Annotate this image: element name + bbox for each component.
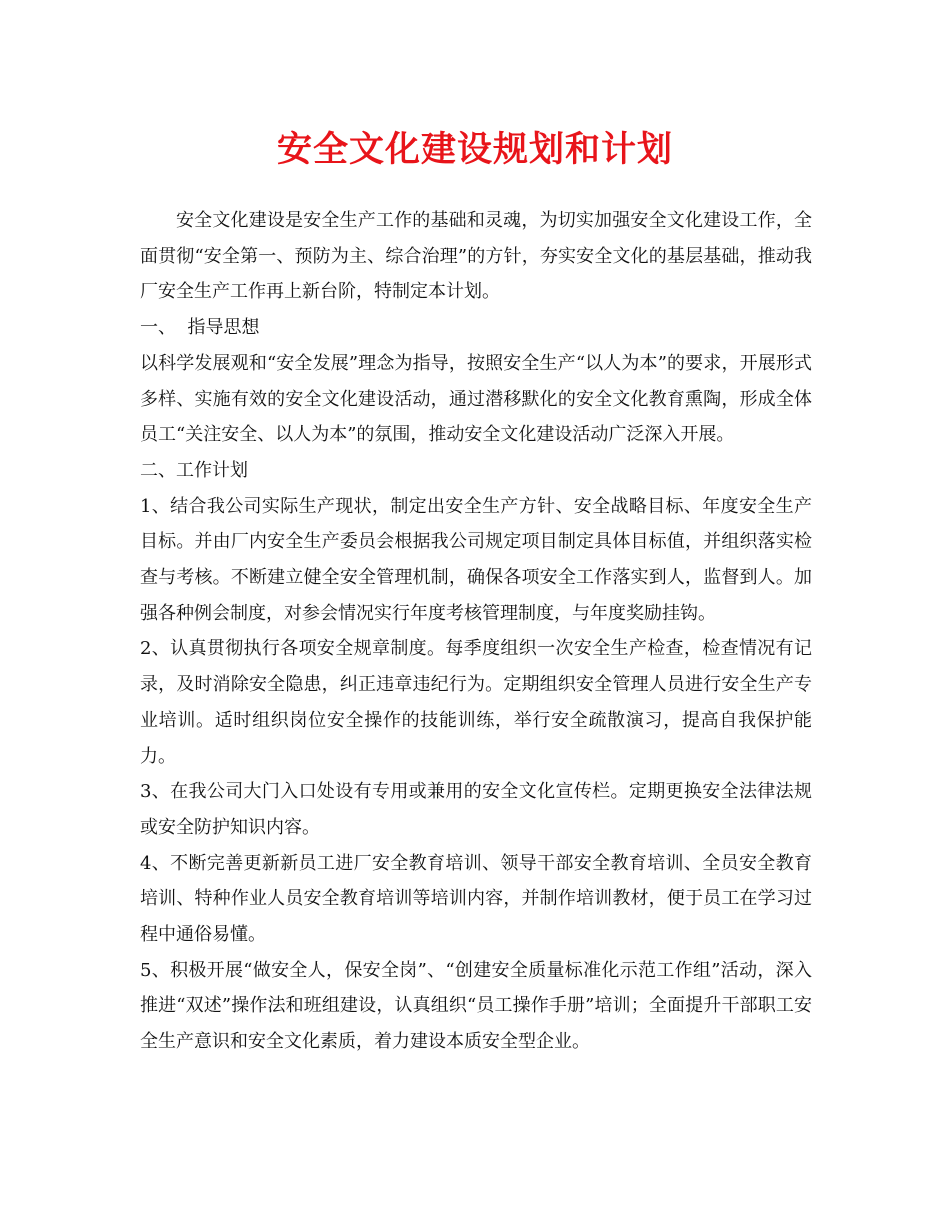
- document-body: [140, 203, 812, 1060]
- section-heading-work-plan: 二、工作计划: [140, 459, 248, 481]
- work-plan-item-1: 1、结合我公司实际生产现状，制定出安全生产方针、安全战略目标、年度安全生产目标。并由厂内安全生产委员会根据我公司规定项目制定具体目标值，并组织落实检查与考核。不断建立健全安全管理机制，确保各项安全工作落实到人，监督到人。加强各种例会制度，对参会情况实行年度考核管理制度，与年度奖励挂钩。: [140, 495, 812, 624]
- work-plan-item-5: 5、积极开展“做安全人，保安全岗”、“创建安全质量标准化示范工作组”活动，深入推进“双述”操作法和班组建设，认真组织“员工操作手册”培训；全面提升干部职工安全生产意识和安全文化素质，着力建设本质安全型企业。: [140, 959, 812, 1053]
- document-title: 安全文化建设规划和计划: [276, 129, 673, 170]
- section-heading-guiding-ideology: 一、 指导思想: [140, 317, 260, 339]
- work-plan-item-2: 2、认真贯彻执行各项安全规章制度。每季度组织一次安全生产检查，检查情况有记录，及时消除安全隐患，纠正违章违纪行为。定期组织安全管理人员进行安全生产专业培训。适时组织岗位安全操作的技能训练，举行安全疏散演习，提高自我保护能力。: [140, 638, 812, 767]
- section-paragraph-guiding-ideology: 以科学发展观和“安全发展”理念为指导，按照安全生产“以人为本”的要求，开展形式多样、实施有效的安全文化建设活动，通过潜移默化的安全文化教育熏陶，形成全体员工“关注安全、以人为本”的氛围，推动安全文化建设活动广泛深入开展。: [140, 352, 812, 446]
- intro-paragraph: 安全文化建设是安全生产工作的基础和灵魂，为切实加强安全文化建设工作，全面贯彻“安全第一、预防为主、综合治理”的方针，夯实安全文化的基层基础，推动我厂安全生产工作再上新台阶，特制定本计划。: [140, 210, 812, 303]
- work-plan-item-3: 3、在我公司大门入口处设有专用或兼用的安全文化宣传栏。定期更换安全法律法规或安全防护知识内容。: [140, 781, 812, 838]
- work-plan-item-4: 4、不断完善更新新员工进厂安全教育培训、领导干部安全教育培训、全员安全教育培训、特种作业人员安全教育培训等培训内容，并制作培训教材，便于员工在学习过程中通俗易懂。: [140, 852, 812, 946]
